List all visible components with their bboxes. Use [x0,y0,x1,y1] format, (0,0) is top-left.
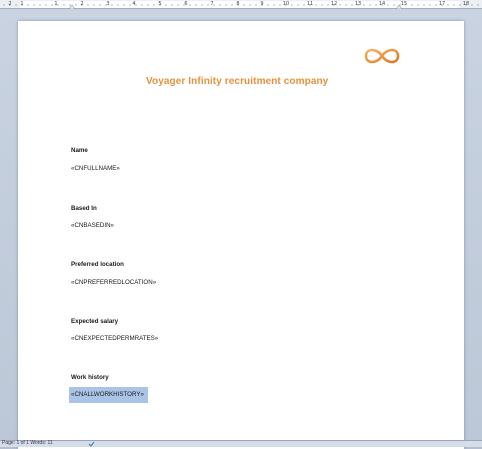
ruler-number: 1 [20,1,24,7]
ruler-number: 17 [438,1,446,7]
ruler-number: 1 [54,1,58,7]
ruler-number: 10 [282,1,290,7]
ruler-number: 14 [378,1,386,7]
field-label-based-in: Based In [71,205,97,212]
merge-field-basedin[interactable]: «CNBASEDIN» [71,222,114,229]
ruler-number: 3 [106,1,110,7]
field-label-expected-salary: Expected salary [71,318,119,325]
merge-field-preferred-location[interactable]: «CNPREFERREDLOCATION» [71,279,157,286]
selected-text[interactable]: «CNALLWORKHISTORY» [69,387,148,403]
merge-field-fullname[interactable]: «CNFULLNAME» [71,165,120,172]
ruler-number: 12 [330,1,338,7]
document-canvas [0,9,482,440]
merge-field-expected-rates[interactable]: «CNEXPECTEDPERMRATES» [71,335,159,342]
status-bar [0,440,482,447]
ruler-number: 5 [158,1,162,7]
ruler-number: 18 [462,1,470,7]
ruler-number: 11 [306,1,314,7]
company-name: Voyager Infinity recruitment company [146,76,329,87]
ruler-number: 2 [8,1,12,7]
field-label-name: Name [71,147,88,154]
horizontal-ruler[interactable] [0,0,482,9]
document-page[interactable] [18,21,464,449]
status-text: Page: 1 of 1 Words: 11 [2,440,53,446]
field-label-preferred-location: Preferred location [71,261,124,268]
infinity-icon [362,43,402,69]
proofing-check-icon[interactable] [88,441,95,447]
ruler-number: 9 [260,1,264,7]
ruler-number: 4 [132,1,136,7]
ruler-number: 13 [354,1,362,7]
merge-field-work-history[interactable] [71,391,148,398]
ruler-number: 8 [236,1,240,7]
ruler-number: 15 [400,1,408,7]
ruler-number: 7 [210,1,214,7]
ruler-number: 6 [184,1,188,7]
ruler-ticks [0,0,482,9]
field-label-work-history: Work history [71,374,109,381]
ruler-number: 2 [80,1,84,7]
